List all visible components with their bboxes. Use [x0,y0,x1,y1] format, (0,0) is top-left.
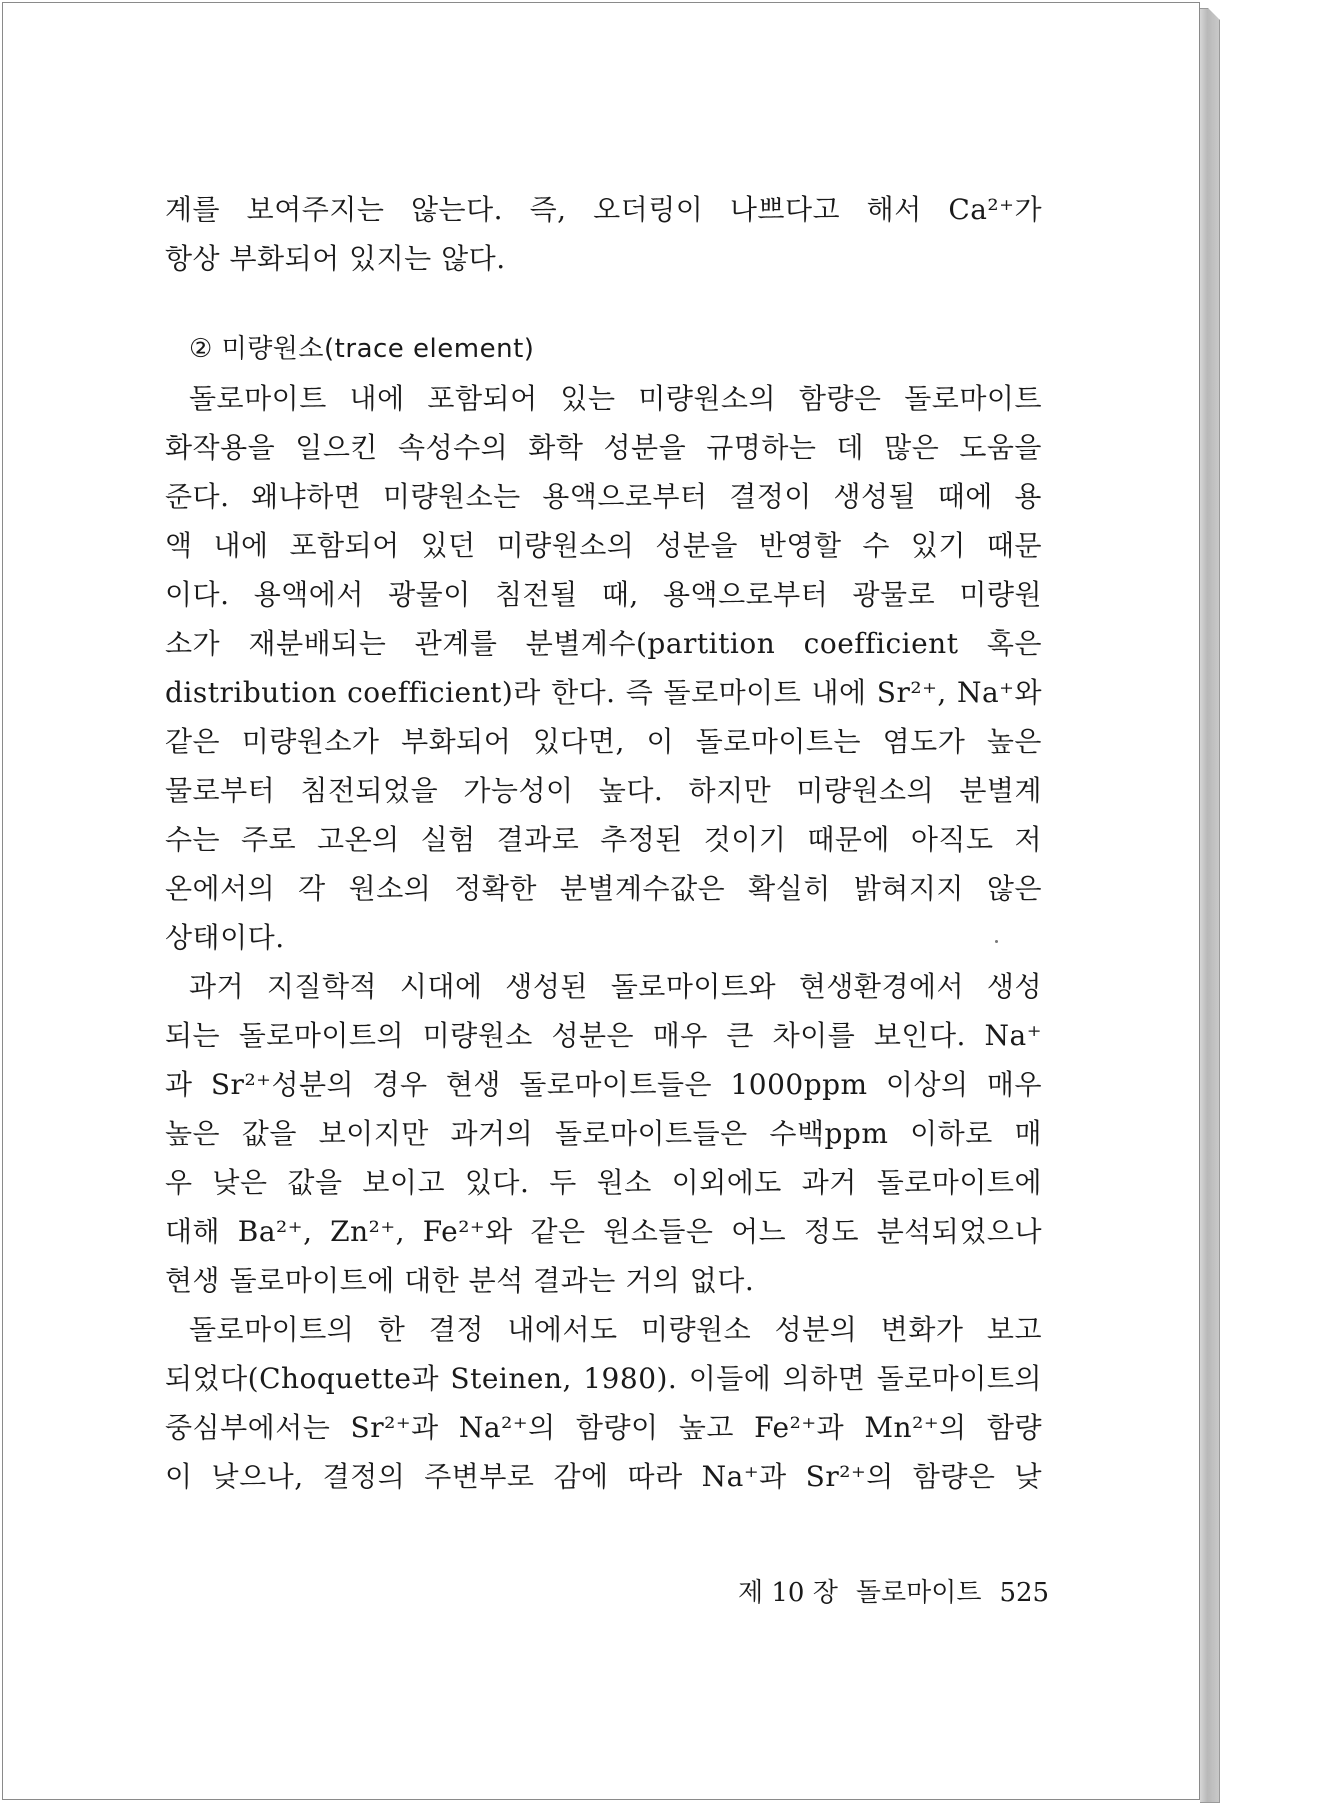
footer-page-number: 525 [999,1578,1050,1608]
section-gap [165,283,1042,325]
paragraph-line: 우 낮은 값을 보이고 있다. 두 원소 이외에도 과거 돌로마이트에 [165,1166,1042,1199]
paragraph-line: 이다. 용액에서 광물이 침전될 때, 용액으로부터 광물로 미량원 [165,578,1042,611]
paragraph-line: 상태이다. [165,921,285,954]
paragraph-line: 준다. 왜냐하면 미량원소는 용액으로부터 결정이 생성될 때에 용 [165,480,1042,513]
paragraph-line: 이 낮으나, 결정의 주변부로 감에 따라 Na⁺과 Sr²⁺의 함량은 낮 [165,1460,1042,1493]
paragraph-line: 온에서의 각 원소의 정확한 분별계수값은 확실히 밝혀지지 않은 [165,872,1042,905]
paragraph-line: distribution coefficient)라 한다. 즉 돌로마이트 내에 Sr²⁺, Na⁺와 [165,676,1042,709]
footer-chapter-title: 돌로마이트 [855,1578,982,1608]
paragraph-line: 같은 미량원소가 부화되어 있다면, 이 돌로마이트는 염도가 높은 [165,725,1042,758]
scan-speck [995,940,998,943]
paragraph-line: 과 Sr²⁺성분의 경우 현생 돌로마이트들은 1000ppm 이상의 매우 [165,1068,1042,1101]
footer-chapter: 제 10 장 [738,1578,838,1608]
paragraph-line: 액 내에 포함되어 있던 미량원소의 성분을 반영할 수 있기 때문 [165,529,1042,562]
paragraph-line: 되었다(Choquette과 Steinen, 1980). 이들에 의하면 돌로마이트의 [165,1362,1042,1395]
paragraph-line: 돌로마이트 내에 포함되어 있는 미량원소의 함량은 돌로마이트 [189,382,1042,415]
paragraph-line: 대해 Ba²⁺, Zn²⁺, Fe²⁺와 같은 원소들은 어느 정도 분석되었으나 [165,1215,1042,1248]
continuation-line: 항상 부화되어 있지는 않다. [165,242,506,275]
paragraph-line: 과거 지질학적 시대에 생성된 돌로마이트와 현생환경에서 생성 [189,970,1042,1003]
paragraph-line: 수는 주로 고온의 실험 결과로 추정된 것이기 때문에 아직도 저 [165,823,1042,856]
running-footer [720,1572,1050,1609]
paragraph-line: 물로부터 침전되었을 가능성이 높다. 하지만 미량원소의 분별계 [165,774,1042,807]
paragraph-line: 소가 재분배되는 관계를 분별계수(partition coefficient 혹은 [165,627,1042,660]
section-heading: ② 미량원소(trace element) [189,334,535,364]
body-text [165,185,1042,1501]
paragraph-line: 높은 값을 보이지만 과거의 돌로마이트들은 수백ppm 이하로 매 [165,1117,1042,1150]
paragraph-line: 되는 돌로마이트의 미량원소 성분은 매우 큰 차이를 보인다. Na⁺ [165,1019,1042,1052]
paragraph-line: 현생 돌로마이트에 대한 분석 결과는 거의 없다. [165,1264,755,1297]
continuation-line: 계를 보여주지는 않는다. 즉, 오더링이 나쁘다고 해서 Ca²⁺가 [165,193,1042,226]
paragraph-line: 중심부에서는 Sr²⁺과 Na²⁺의 함량이 높고 Fe²⁺과 Mn²⁺의 함량 [165,1411,1042,1444]
page-edge-shadow [1200,8,1220,1803]
paragraph-line: 돌로마이트의 한 결정 내에서도 미량원소 성분의 변화가 보고 [189,1313,1042,1346]
paragraph-line: 화작용을 일으킨 속성수의 화학 성분을 규명하는 데 많은 도움을 [165,431,1042,464]
